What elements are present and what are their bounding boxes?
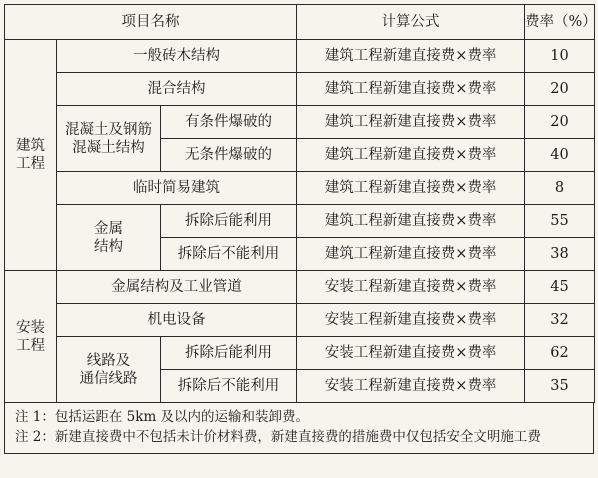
table-row <box>5 73 595 106</box>
group-label-line2: 混凝土结构 <box>72 139 145 156</box>
item-name: 拆除后不能利用 <box>161 238 297 271</box>
formula-cell: 安装工程新建直接费×费率 <box>297 337 525 370</box>
table-row <box>5 106 595 139</box>
header-item-name: 项目名称 <box>5 5 297 40</box>
dismantling-fee-rate-table <box>4 4 595 403</box>
category-label-line1: 建筑 <box>16 138 45 154</box>
item-name: 混合结构 <box>57 73 297 106</box>
group-label-line1: 混凝土及钢筋 <box>65 121 152 138</box>
table-row <box>5 304 595 337</box>
formula-cell: 建筑工程新建直接费×费率 <box>297 205 525 238</box>
table-row <box>5 40 595 73</box>
rate-cell: 45 <box>525 271 595 304</box>
rate-cell: 10 <box>525 40 595 73</box>
category-installation <box>5 271 57 403</box>
rate-cell: 40 <box>525 139 595 172</box>
item-name: 机电设备 <box>57 304 297 337</box>
formula-cell: 建筑工程新建直接费×费率 <box>297 238 525 271</box>
formula-cell: 建筑工程新建直接费×费率 <box>297 139 525 172</box>
rate-cell: 55 <box>525 205 595 238</box>
item-name: 拆除后能利用 <box>161 205 297 238</box>
rate-cell: 62 <box>525 337 595 370</box>
rate-cell: 8 <box>525 172 595 205</box>
rate-table-container <box>4 4 597 454</box>
group-label-line1: 线路及 <box>86 352 131 369</box>
group-concrete-structure <box>57 106 161 172</box>
table-row <box>5 205 595 238</box>
table-notes <box>4 403 594 454</box>
group-lines-communication <box>57 337 161 403</box>
formula-cell: 安装工程新建直接费×费率 <box>297 370 525 403</box>
table-row <box>5 172 595 205</box>
item-name: 金属结构及工业管道 <box>57 271 297 304</box>
header-formula: 计算公式 <box>297 5 525 40</box>
rate-cell: 35 <box>525 370 595 403</box>
item-name: 一般砖木结构 <box>57 40 297 73</box>
rate-cell: 20 <box>525 73 595 106</box>
item-name: 拆除后能利用 <box>161 337 297 370</box>
category-label-line2: 工程 <box>16 337 45 354</box>
table-row <box>5 337 595 370</box>
note-2: 注 2：新建直接费中不包括未计价材料费，新建直接费的措施费中仅包括安全文明施工费 <box>15 429 541 445</box>
rate-cell: 32 <box>525 304 595 337</box>
table-header-row <box>5 5 595 40</box>
item-name: 临时简易建筑 <box>57 172 297 205</box>
rate-cell: 38 <box>525 238 595 271</box>
header-rate: 费率（%） <box>525 5 595 40</box>
table-row <box>5 271 595 304</box>
rate-cell: 20 <box>525 106 595 139</box>
item-name: 拆除后不能利用 <box>161 370 297 403</box>
formula-cell: 安装工程新建直接费×费率 <box>297 271 525 304</box>
item-name: 无条件爆破的 <box>161 139 297 172</box>
formula-cell: 建筑工程新建直接费×费率 <box>297 172 525 205</box>
formula-cell: 建筑工程新建直接费×费率 <box>297 73 525 106</box>
formula-cell: 建筑工程新建直接费×费率 <box>297 40 525 73</box>
group-label-line2: 通信线路 <box>79 370 138 387</box>
item-name: 有条件爆破的 <box>161 106 297 139</box>
group-metal-structure <box>57 205 161 271</box>
formula-cell: 建筑工程新建直接费×费率 <box>297 106 525 139</box>
formula-cell: 安装工程新建直接费×费率 <box>297 304 525 337</box>
category-label-line2: 工程 <box>16 156 45 172</box>
category-label-line1: 安装 <box>16 319 45 336</box>
group-label-line1: 金属 <box>94 220 123 237</box>
group-label-line2: 结构 <box>94 238 123 255</box>
category-construction <box>5 40 57 271</box>
note-1: 注 1：包括运距在 5km 及以内的运输和装卸费。 <box>15 409 310 425</box>
